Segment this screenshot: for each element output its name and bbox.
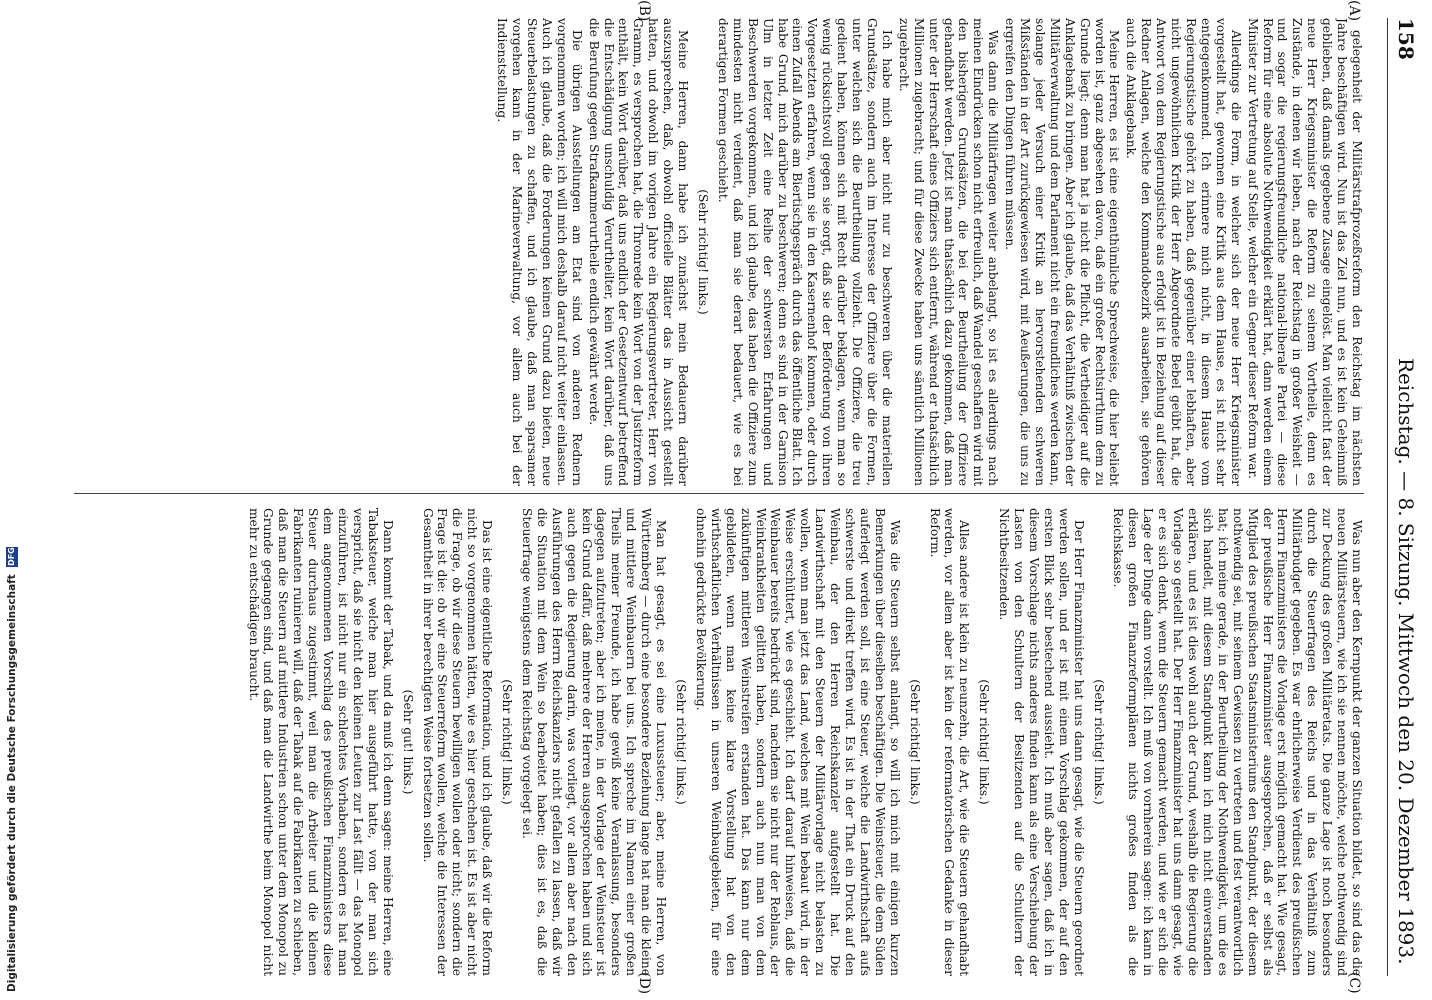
paragraph: Allerdings die Form, in welcher sich der neue Herr Kriegsminister vorgestellt hat, gewonnen eine Kritik aus dem Hause, es ist nicht sehr entgegenkommend. Ich erinnere mich nicht, in diesem Hause vom Regierungstische gehört zu haben, daß gegenüber einer lebhaften, aber nicht ungewöhnlichen Kritik der Herr Abgeordnete Bebel geübt hat, die Antwort von dem Regierungstische aus erfolgt ist in Beziehung auf dieser Redner Anlagen, welche den Kommandobezirk ausarbeiten, sie gehören auch die Anklagebank. bbox=[1124, 18, 1243, 486]
paragraph: Der Herr Finanzminister hat uns dann gesagt, wie die Steuern geordnet werden sollen, und er ist mit einem Vorschlag gekommen, der auf den ersten Blick sehr bestechend aussieht. Ich muß aber sagen, daß ich in diesem Vorschlage nichts anderes finden kann als eine Verschiebung der Lasten von den Schultern der Besitzenden auf die Schultern der Nichtbesitzenden. bbox=[997, 508, 1086, 976]
paragraph: Was die Steuern selbst anlangt, so will ich mich mit einigen kurzen Bemerkungen über dieselben beschäftigen. Die Weinsteuer, die dem Süden auferlegt werden soll, ist eine Steuer, welche die Landwirthschaft aufs schwerste und direkt treffen wird. Es ist in der That ein Druck auf den Weinbau, der den Herren Reichskanzler aufgestellt hat. Die Landwirthschaft mit den Steuern der Militärvorlage nicht belasten zu wollen, wenn man jetzt das Land, welches mit Wein bebaut wird, in der Weise erschüttert, wie es geschieht. Ich darf darauf hinweisen, daß die Weinbauer bereits bedrückt sind, nachdem sie nicht nur der Reblaus, der Weinkrankheiten gelitten haben, sondern auch nun man von dem zukünftigen mittleren Weinstreifen erstanden hat. Das kann nur dem gebildeten, wenn man keine klare Vorstellung hat von den wirthschaftlichen Verhältnissen in unseren Weinbaugebieten, für eine ohnehin gedrückte Bevölkerung. bbox=[693, 508, 902, 976]
interjection: (Sehr richtig! links.) bbox=[674, 679, 689, 805]
paragraph: Was dann die Militärfragen weiter anbelangt, so ist es allerdings nach meinen Eindrücken schon nicht erfreulich, daß Wandel geschaffen wird mit den bisherigen Grundsätzen, die bei der Beurtheilung der Offiziere gehandhabt werden. Jetzt ist man thatsächlich dazu gekommen, daß man unter der Herrschaft eines Offiziers sich entfernt, während er thatsächlich Millionen zugebracht; und für diese Zwecke haben uns sämtlich Millionen zugebracht. bbox=[896, 18, 1001, 486]
interjection: (Sehr richtig! links.) bbox=[1091, 679, 1106, 805]
margin-marker-a: (A) bbox=[1346, 0, 1362, 22]
interjection: (Sehr richtig! links.) bbox=[977, 679, 992, 805]
dfg-logo-icon: DFG bbox=[7, 547, 16, 566]
page-header bbox=[1384, 18, 1418, 976]
header-title: Reichstag. — 8. Sitzung. Mittwoch den 20. Dezember 1893. bbox=[1394, 358, 1418, 965]
footer-credit bbox=[6, 547, 18, 992]
paragraph: Das ist eine eigentliche Reformation, und ich glaube, daß wir die Reform nicht so vorgenommen hätten, wie es hier geschehen ist. Es ist aber nicht die Frage, ob wir diese Steuern bewilligen wollen oder nicht; sondern die Frage ist die: ob wir eine Steuerreform wollen, welche die Interessen der Gesamtheit in ihrer berechtigten Weise fortsetzen sollen. bbox=[420, 508, 495, 976]
column-divider bbox=[74, 493, 1364, 494]
paragraph: Man hat gesagt, es sei eine Luxussteuer; aber, meine Herren, von Württemberg — durch eine besondere Beziehung lange hat man die kleine und mittlere Weinbauern bei uns. Ich spreche im Namen einer großen Theils meiner Freunde, ich habe gewiß keine Veranlassung, besonders dagegen aufzutreten; aber ich meine, in der Vorlage der Weinsteuer ist kein Grund dafür, daß mehrere der Herren ausgesprochen haben und sich auch gegen die Regierung darin, was vorliegt, vor allem aber nach den Ausführungen des Herrn Reichskanzlers nicht gefallen zu lassen, daß wir die Situation mit dem Wein so bearbeitet haben; dies ist es, daß die Steuerfrage wenigstens dem Reichstag vorgelegt sei. bbox=[519, 508, 669, 976]
paragraph: Meine Herren, es ist eine eigenthümliche Sprechweise, die hier beliebt worden ist, ganz abgesehen davon, daß ein großer Rechtsirrthum dem zu Grunde liegt; denn man hat ja nicht die Pflicht, die Vertheidiger auf die Anklagebank zu bringen. Aber ich glaube, daß das Verhältniß zwischen der Militärverwaltung und dem Parlament nicht ein freundliches werden kann, solange jeder Versuch einer Kritik an hervorstehenden schweren Mißständen in der Art zurückgewiesen wird, mit Aeußerungen, die uns zu ergreifen den Dingen führen müssen. bbox=[1003, 18, 1122, 486]
paragraph: Die übrigen Ausstellungen am Etat sind von anderen Rednern vorgenommen worden; ich will mich deshalb darauf nicht weiter einlassen. Auch ich glaube, daß die Forderungen keinen Grund dazu bieten, neue Steuerbelastungen zu schaffen, und ich glaube, daß man sparsamer vorgehen kann in der Marineverwaltung, vor allem auch bei der Indienststellung. bbox=[495, 18, 584, 486]
interjection: (Sehr richtig! links.) bbox=[500, 679, 515, 805]
interjection: (Sehr richtig! links.) bbox=[696, 189, 711, 315]
header-rule bbox=[1387, 18, 1388, 976]
left-column bbox=[74, 18, 1364, 486]
paragraph: Was nun aber den Kernpunkt der ganzen Situation bildet, so sind das die neuen Militärsteuern, wie ich sie nennen möchte, welche nothwendig sind zur Deckung des großen Militäretats. Die ganze Lage ist noch besonders durch die Steuerfragen des Reichs und in das Verhältniß zum Militärbudget gegeben. Es war ehrlicherweise Verdienst des preußischen Herrn Finanzministers die Vorlage erst möglich gemacht hat. Wie gesagt, der preußische Herr Finanzminister ausgesprochen, daß er selbst als Mitglied des preußischen Staatsministeriums den Standpunkt, der diesem nothwendig sei, mit seinem Gewissen zu vertreten und fest verantwortlich hat; ich meine gerade, in der Beurtheilung der Nothwendigkeit, um die es sich handelt, mit diesem Standpunkt kann ich mich nicht einverstanden erklären, und es ist dies wohl auch der Grund, weshalb die Regierung die Vorlage so gestellt hat. Der Herr Finanzminister hat uns dann gesagt, wie er es sich denkt, wenn die Steuern gemacht werden, und wie er sich die Lage der Dinge dann vorstellt. Ich muß von vornherein sagen: ich kann in diesen großen Finanzreformplänen nichts großes finden als die Reichskasse. bbox=[1111, 508, 1364, 976]
paragraph: gelegenheit der Militärstrafprozeßreform den Reichstag im nächsten Jahre beschäftigen wird. Nun ist das Ziel nun, und es ist kein Geheimniß geblieben, daß damals gegebene Zusage eingelöst. Man vielleicht fast der neue Herr Kriegsminister die Reform zu seinem Vortheile, denn es Zustände, in denen wir leben, nach der Reichstag in großer Weisheit — und sogar die regierungsfreundliche national-liberale Partei — diese Reform für eine absolute Nothwendigkeit erklärt hat, dann werden einem Minister zur Vertretung auf Stelle, welcher ein Gegner dieser Reform war. bbox=[1245, 18, 1364, 486]
footer-credit-text: Digitalisierung gefördert durch die Deutsche Forschungsgemeinschaft bbox=[6, 574, 18, 992]
interjection: (Sehr gut! links.) bbox=[400, 689, 415, 795]
margin-marker-c: (C) bbox=[1346, 972, 1362, 994]
paragraph: Dann kommt der Tabak, und da muß ich denn sagen: meine Herren, eine Tabaksteuer, welche man hier ausgeführt hatte, von der man sich verspricht, daß sie nicht den kleinen Leuten zur Last fällt — das Monopol einzuführen, ist nicht nur ein schlechtes Vorhaben, sondern es hat man dem angenommenen Vorschlag des preußischen Finanzministers diese Steuer durchaus zugestimmt, weil man die Arbeiter und die kleinen Fabrikanten ruinieren will, daß der Tabak auf die Fabrikanten zu schieben, daß man die Steuern auf mittlere Industrien schon unter dem Monopol zu Grunde gegangen sind, und daß man die Landwirthe beim Monopol nicht mehr zu entschädigen braucht. bbox=[246, 508, 395, 976]
page-number: 158 bbox=[1394, 18, 1418, 60]
interjection: (Sehr richtig! links.) bbox=[907, 679, 922, 805]
margin-marker-b: (B) bbox=[636, 0, 652, 22]
paragraph: Alles andere ist klein zu neunzehn, die Art, wie die Steuern gehandhabt werden, vor allem aber ist kein der reformatorischen Gedanke in dieser Reform. bbox=[927, 508, 972, 976]
paragraph: Meine Herren, dann habe ich zunächst mein Bedauern darüber auszusprechen, daß, obwohl officielle Blätter das in Aussicht gestellt hatten, und obwohl im vorigen Jahre ein Regierungsvertreter, Herr von Gramm, es versprochen hat, die Thronrede kein Wort von der Justizreform enthält, kein Wort darüber, daß uns endlich der Gesetzentwurf betreffend die Entschädigung unschuldig Verurtheilter, kein Wort darüber, daß uns die Berufung gegen Strafkammerurtheile endlich gewährt werde. bbox=[586, 18, 691, 486]
paragraph: Ich habe mich aber nicht nur zu beschweren über die materiellen Grundsätze, sondern auch im Interesse der Offiziere über die Formen, unter welchen sich die Beurtheilung vollzieht. Die Offiziere, die treu gedient haben, können sich mit Recht darüber beklagen, wenn man so wenig rücksichtsvoll gegen sie sorgt, daß sie der Beförderung von ihren Vorgesetzten erfahren, wenn sie in den Kasernenhof kommen, oder durch einen Zufall Abends am Biertischgespräch durch das öffentliche Blatt. Ich habe Grund, mich darüber zu beschweren; denn es sind in der Garnison Ulm in letzter Zeit eine Reihe der schwersten Erfahrungen und Beschwerden vorgekommen, und ich glaube, das haben die Offiziere zum mindesten nicht verdient, daß man sie derart bedauert, wie es bei derartigen Formen geschieht. bbox=[715, 18, 894, 486]
right-column bbox=[74, 508, 1364, 976]
footer bbox=[0, 0, 30, 1000]
margin-marker-d: (D) bbox=[636, 972, 652, 995]
